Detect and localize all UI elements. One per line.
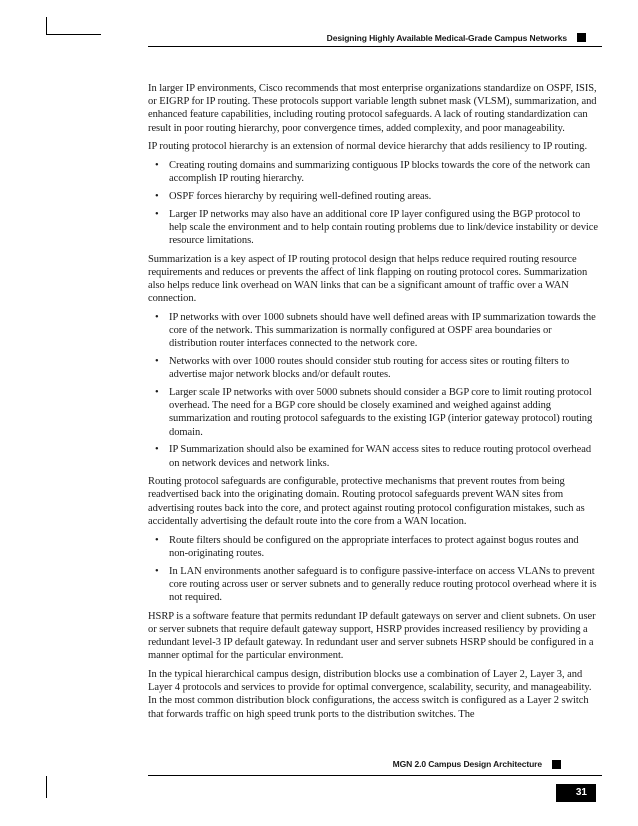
list-routing-hierarchy — [148, 159, 600, 247]
running-header-title: Designing Highly Available Medical-Grade Campus Networks — [326, 33, 567, 43]
list-item: • IP networks with over 1000 subnets should have well defined areas with IP summarization towards the core of the network. This summarization is normally configured at OSPF area boundaries or distribution router interfaces connected to the network core. — [169, 311, 600, 351]
list-item: • Larger scale IP networks with over 5000 subnets should consider a BGP core to limit routing protocol overhead. The need for a BGP core should be closely examined and weighed against adding summarization and routing protocol safeguards to the existing IGP (interior gateway protocol) routing domain. — [169, 386, 600, 439]
list-item: • Route filters should be configured on the appropriate interfaces to protect against bogus routes and non-originating routes. — [169, 534, 600, 560]
list-item: • In LAN environments another safeguard is to configure passive-interface on access VLANs to prevent core routing across user or server subnets and to generally reduce routing protocol overhead where it is not required. — [169, 565, 600, 605]
crop-mark-bottom-left-vertical — [46, 776, 47, 798]
crop-mark-top-left-vertical — [46, 17, 47, 35]
list-item: • Creating routing domains and summarizing contiguous IP blocks towards the core of the network can accomplish IP routing hierarchy. — [169, 159, 600, 185]
running-footer-title: MGN 2.0 Campus Design Architecture — [392, 759, 542, 769]
list-item: • Networks with over 1000 routes should consider stub routing for access sites or routing filters to advertise major network blocks and/or default routes. — [169, 355, 600, 381]
header-square-marker — [577, 33, 586, 42]
header-rule — [148, 46, 602, 47]
crop-mark-top-left-horizontal — [46, 34, 101, 35]
paragraph-summarization: Summarization is a key aspect of IP routing protocol design that helps reduce required routing resource requirements and reduces or prevents the affect of link flapping on routing protocol cores. Summarization also helps reduce link overhead on WAN links that can be a significant amount of traffic over a WAN connection. — [148, 253, 588, 305]
page-number: 31 — [556, 784, 596, 802]
paragraph-safeguards: Routing protocol safeguards are configurable, protective mechanisms that prevent routes from being readvertised back into the originating domain. Routing protocol safeguards prevent WAN sites from advertising routes back into the core, and protect against routing protocol configuration mistakes, such as accidentally advertising the default route into the core from a WAN location. — [148, 476, 585, 527]
list-item: • IP Summarization should also be examined for WAN access sites to reduce routing protocol overhead on network devices and network links. — [169, 443, 600, 469]
body-text — [148, 82, 600, 726]
footer-rule — [148, 775, 602, 776]
paragraph-routing-standardization: In larger IP environments, Cisco recommends that most enterprise organizations standardize on OSPF, ISIS, or EIGRP for IP routing. These protocols support variable length subnet mask (VLSM), summarization, and enhanced feature capabilities, including routing protocol safeguards. A lack of routing standardization can result in poor routing hierarchy, poor convergence times, added complexity, and poor manageability. — [148, 83, 597, 134]
paragraph-routing-hierarchy: IP routing protocol hierarchy is an extension of normal device hierarchy that adds resiliency to IP routing. — [148, 141, 588, 153]
list-item: • OSPF forces hierarchy by requiring well-defined routing areas. — [169, 190, 600, 203]
footer-square-marker — [552, 760, 561, 769]
list-safeguards — [148, 534, 600, 605]
paragraph-campus-design: In the typical hierarchical campus design, distribution blocks use a combination of Layer 2, Layer 3, and Layer 4 protocols and services to provide for optimal convergence, scalability, security, and manageability. In the most common distribution block configurations, the access switch is configured as a Layer 2 switch that forwards traffic on high speed trunk ports to the distribution switches. The — [148, 668, 592, 720]
list-item: • Larger IP networks may also have an additional core IP layer configured using the BGP protocol to help scale the environment and to help contain routing problems due to link/device instability or device resource limitations. — [169, 208, 600, 248]
paragraph-hsrp: HSRP is a software feature that permits redundant IP default gateways on server and client subnets. On user or server subnets that require default gateway support, HSRP provides increased resiliency by providing a redundant level-3 IP default gateway. In redundant user and server subnets HSRP should be configured in a manner optimal for the particular environment. — [148, 610, 596, 662]
list-summarization — [148, 311, 600, 470]
running-header — [327, 33, 586, 43]
